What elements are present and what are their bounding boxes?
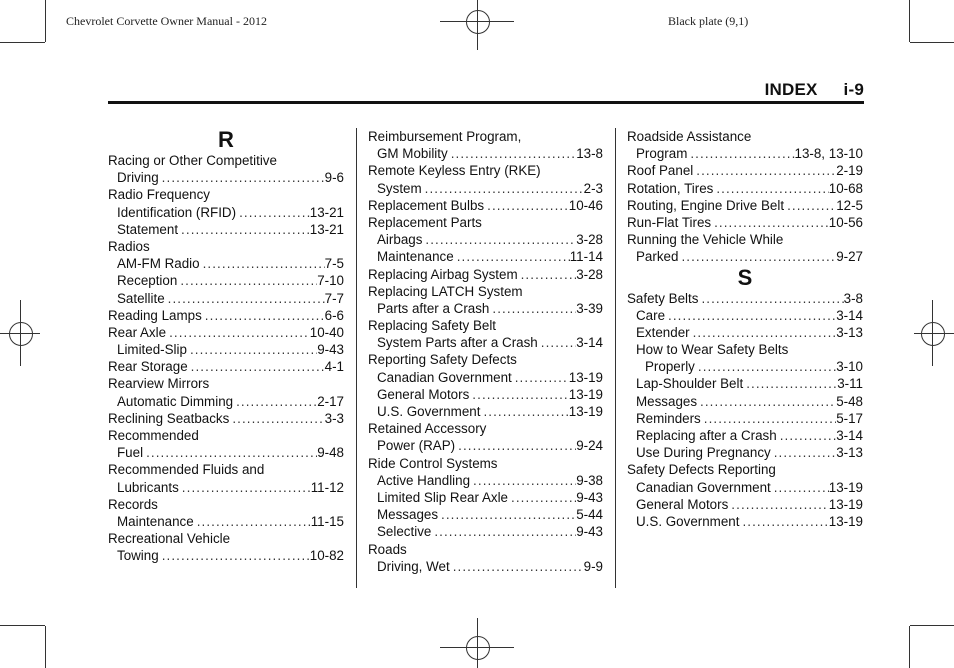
index-entry-page: 3-3 xyxy=(324,410,344,426)
leader-dots xyxy=(448,145,577,162)
index-entry-label: Limited Slip Rear Axle xyxy=(377,489,508,505)
index-entry-label: Care xyxy=(636,307,666,323)
index-entry-label: System Parts after a Crash xyxy=(377,335,538,351)
leader-dots xyxy=(771,444,836,461)
index-entry-page: 3-11 xyxy=(837,376,863,392)
index-entry xyxy=(108,290,344,307)
index-entry-page: 6-6 xyxy=(324,307,344,323)
index-entry xyxy=(368,386,603,403)
index-entry-page: 3-14 xyxy=(576,335,603,351)
index-entry xyxy=(108,221,344,238)
index-entry-label: Radio Frequency xyxy=(108,187,210,203)
index-entry-label: Ride Control Systems xyxy=(368,455,498,471)
index-entry-page: 13-19 xyxy=(828,513,863,529)
leader-dots xyxy=(179,479,311,496)
index-entry-label: Reception xyxy=(117,273,178,289)
index-entry xyxy=(368,369,603,386)
index-entry-page: 9-24 xyxy=(576,438,603,454)
index-column-3 xyxy=(627,128,863,530)
index-entry-label: Running the Vehicle While xyxy=(627,232,784,248)
index-entry-label: Replacement Parts xyxy=(368,214,482,230)
index-entry-page: 9-38 xyxy=(576,472,603,488)
index-entry-label: How to Wear Safety Belts xyxy=(636,342,789,358)
index-entry-label: Use During Pregnancy xyxy=(636,445,771,461)
leader-dots xyxy=(701,410,836,427)
index-entry xyxy=(627,496,863,513)
page-number: i-9 xyxy=(843,80,864,99)
index-entry-label: Roadside Assistance xyxy=(627,129,752,144)
index-entry xyxy=(368,403,603,420)
leader-dots xyxy=(143,444,317,461)
leader-dots xyxy=(739,513,828,530)
index-entry-label: Recreational Vehicle xyxy=(108,531,231,547)
index-entry-label: Canadian Government xyxy=(377,369,512,385)
index-entry-label: Rearview Mirrors xyxy=(108,376,210,392)
index-entry-label: Radios xyxy=(108,238,150,254)
index-column-2 xyxy=(368,128,603,575)
index-entry-label: Replacement Bulbs xyxy=(368,197,485,213)
index-entry xyxy=(108,496,344,513)
index-entry-label: Recommended xyxy=(108,428,199,443)
index-entry-page: 13-19 xyxy=(828,496,863,512)
index-entry-page: 9-43 xyxy=(317,342,344,358)
index-entry xyxy=(108,186,344,203)
index-entry-label: GM Mobility xyxy=(377,146,448,162)
index-entry-label: Canadian Government xyxy=(636,479,771,495)
index-entry xyxy=(368,541,603,558)
index-entry xyxy=(108,358,344,375)
leader-dots xyxy=(188,358,325,375)
index-letter-heading: R xyxy=(218,127,234,152)
index-entry xyxy=(368,180,603,197)
index-entry-label: Reclining Seatbacks xyxy=(108,410,230,426)
index-entry xyxy=(627,513,863,530)
index-entry-label: Reading Lamps xyxy=(108,307,202,323)
leader-dots xyxy=(166,324,310,341)
page-title xyxy=(765,80,864,100)
index-entry xyxy=(108,341,344,358)
running-header-title: Chevrolet Corvette Owner Manual - 2012 xyxy=(66,14,267,28)
index-entry-page: 2-3 xyxy=(583,180,603,196)
index-entry xyxy=(108,307,344,324)
index-entry-label: Extender xyxy=(636,324,690,340)
leader-dots xyxy=(454,248,570,265)
index-entry-label: Roads xyxy=(368,541,407,557)
index-entry xyxy=(627,427,863,444)
leader-dots xyxy=(455,437,576,454)
index-entry xyxy=(627,128,863,145)
index-entry-label: Recommended Fluids and xyxy=(108,462,265,478)
index-entry-label: Limited-Slip xyxy=(117,342,187,358)
leader-dots xyxy=(229,410,324,427)
index-entry-label: Reimbursement Program, xyxy=(368,129,522,144)
index-entry xyxy=(368,162,603,179)
index-entry-page: 13-19 xyxy=(568,386,603,402)
index-entry-page: 4-1 xyxy=(324,359,344,375)
leader-dots xyxy=(678,248,836,265)
leader-dots xyxy=(422,231,576,248)
section-name: INDEX xyxy=(764,80,818,99)
leader-dots xyxy=(159,169,325,186)
index-entry-page: 13-19 xyxy=(568,369,603,385)
index-entry-page: 3-14 xyxy=(836,428,863,443)
index-entry-label: Messages xyxy=(636,393,698,409)
index-entry-label: Lap-Shoulder Belt xyxy=(636,376,744,392)
index-entry xyxy=(627,145,863,162)
index-entry-page: 11-15 xyxy=(310,513,344,529)
index-entry-label: Fuel xyxy=(117,445,144,461)
index-entry-label: Satellite xyxy=(117,290,165,306)
index-entry xyxy=(627,410,863,427)
index-entry-page: 9-43 xyxy=(576,489,603,505)
index-entry-label: Driving, Wet xyxy=(377,558,450,574)
index-entry-page: 10-56 xyxy=(828,214,863,230)
index-entry xyxy=(368,558,603,575)
index-entry-label: Rotation, Tires xyxy=(627,180,714,196)
index-entry xyxy=(368,351,603,368)
index-entry-label: General Motors xyxy=(636,496,729,512)
index-entry xyxy=(627,197,863,214)
index-entry xyxy=(368,472,603,489)
index-entry-page: 5-48 xyxy=(836,393,863,409)
leader-dots xyxy=(743,375,837,392)
leader-dots xyxy=(697,393,836,410)
index-entry-label: Parked xyxy=(636,249,679,265)
index-entry-label: Maintenance xyxy=(377,249,454,265)
index-entry xyxy=(627,307,863,324)
index-entry xyxy=(368,437,603,454)
index-entry xyxy=(108,238,344,255)
leader-dots xyxy=(784,197,836,214)
leader-dots xyxy=(470,472,576,489)
index-entry xyxy=(368,214,603,231)
index-entry xyxy=(368,231,603,248)
index-entry-label: Reporting Safety Defects xyxy=(368,352,517,368)
index-entry-page: 7-7 xyxy=(324,290,344,306)
index-entry-label: Remote Keyless Entry (RKE) xyxy=(368,163,541,179)
index-entry-label: Driving xyxy=(117,170,159,186)
index-entry-page: 3-8 xyxy=(843,290,863,306)
index-entry xyxy=(368,506,603,523)
index-entry-label: Records xyxy=(108,496,158,512)
leader-dots xyxy=(178,221,310,238)
index-entry xyxy=(627,214,863,231)
index-entry-page: 3-39 xyxy=(576,300,603,316)
index-entry-label: AM-FM Radio xyxy=(117,256,200,272)
index-entry xyxy=(368,317,603,334)
index-entry-label: Statement xyxy=(117,221,179,237)
index-entry-label: System xyxy=(377,180,422,196)
index-entry-label: Program xyxy=(636,146,688,162)
index-entry-label: Safety Defects Reporting xyxy=(627,462,776,478)
index-entry-page: 5-44 xyxy=(576,507,603,523)
index-entry xyxy=(108,547,344,564)
index-entry xyxy=(368,523,603,540)
index-entry xyxy=(108,530,344,547)
leader-dots xyxy=(431,523,576,540)
index-entry xyxy=(627,461,863,478)
index-entry-label: Run-Flat Tires xyxy=(627,214,712,230)
index-entry-page: 10-40 xyxy=(309,324,344,340)
leader-dots xyxy=(200,255,325,272)
leader-dots xyxy=(508,489,576,506)
leader-dots xyxy=(202,307,325,324)
index-entry xyxy=(108,255,344,272)
leader-dots xyxy=(518,266,577,283)
index-entry xyxy=(627,324,863,341)
index-entry-page: 13-8, 13-10 xyxy=(794,146,863,162)
index-entry-page: 5-17 xyxy=(836,410,863,426)
index-entry xyxy=(627,375,863,392)
index-entry xyxy=(108,479,344,496)
index-entry-label: Towing xyxy=(117,548,159,564)
index-entry xyxy=(108,169,344,186)
leader-dots xyxy=(777,427,837,444)
index-entry-label: General Motors xyxy=(377,386,470,402)
index-entry xyxy=(108,513,344,530)
leader-dots xyxy=(771,479,829,496)
registration-mark-left xyxy=(0,300,40,366)
index-entry xyxy=(108,410,344,427)
index-entry xyxy=(368,248,603,265)
index-entry-label: Properly xyxy=(645,359,695,375)
index-entry-page: 13-19 xyxy=(568,404,603,419)
index-entry-label: Airbags xyxy=(377,232,423,248)
leader-dots xyxy=(233,393,317,410)
index-entry xyxy=(368,420,603,437)
leader-dots xyxy=(450,558,584,575)
index-entry-label: Racing or Other Competitive xyxy=(108,153,277,168)
index-entry-page: 3-28 xyxy=(576,232,603,248)
index-entry-label: Active Handling xyxy=(377,472,471,488)
index-entry xyxy=(368,300,603,317)
index-entry-label: Parts after a Crash xyxy=(377,300,490,316)
leader-dots xyxy=(728,496,828,513)
title-rule xyxy=(108,101,864,104)
index-entry-page: 11-12 xyxy=(310,479,344,495)
index-entry-page: 2-19 xyxy=(836,163,863,179)
index-entry-label: Selective xyxy=(377,524,432,540)
leader-dots xyxy=(236,204,310,221)
registration-mark-top xyxy=(440,0,514,50)
index-entry-page: 10-46 xyxy=(568,197,603,213)
leader-dots xyxy=(690,324,837,341)
running-header-plate: Black plate (9,1) xyxy=(668,14,749,28)
index-entry-label: Replacing after a Crash xyxy=(636,428,777,443)
leader-dots xyxy=(711,214,829,231)
index-entry-page: 10-82 xyxy=(309,548,344,564)
index-entry-label: Power (RAP) xyxy=(377,438,456,454)
index-entry-label: U.S. Government xyxy=(636,513,740,529)
leader-dots xyxy=(159,547,310,564)
index-entry xyxy=(108,375,344,392)
index-entry xyxy=(627,248,863,265)
leader-dots xyxy=(512,369,569,386)
index-entry xyxy=(627,444,863,461)
leader-dots xyxy=(177,272,317,289)
index-entry-page: 13-21 xyxy=(309,204,344,220)
leader-dots xyxy=(480,403,568,420)
index-entry-page: 9-48 xyxy=(317,445,344,461)
leader-dots xyxy=(695,358,836,375)
index-entry xyxy=(368,128,603,145)
index-entry-page: 12-5 xyxy=(836,197,863,213)
index-entry-page: 9-43 xyxy=(576,524,603,540)
index-entry-page: 3-10 xyxy=(836,359,863,375)
index-entry xyxy=(108,461,344,478)
leader-dots xyxy=(438,506,576,523)
registration-mark-right xyxy=(914,300,954,366)
registration-mark-bottom xyxy=(440,618,514,668)
index-entry xyxy=(108,393,344,410)
index-entry-label: Roof Panel xyxy=(627,163,694,179)
index-entry xyxy=(627,358,863,375)
index-entry xyxy=(108,324,344,341)
index-entry-label: Replacing LATCH System xyxy=(368,283,523,299)
index-entry-label: Rear Storage xyxy=(108,359,188,375)
index-column-1 xyxy=(108,128,344,565)
column-divider xyxy=(356,128,357,588)
index-entry-label: Lubricants xyxy=(117,479,179,495)
index-entry xyxy=(368,455,603,472)
index-entry xyxy=(108,272,344,289)
index-entry-label: Safety Belts xyxy=(627,290,699,306)
index-entry-page: 13-19 xyxy=(828,479,863,495)
index-entry-page: 3-13 xyxy=(836,445,863,461)
index-entry-page: 9-9 xyxy=(583,558,603,574)
leader-dots xyxy=(194,513,311,530)
index-entry-page: 3-14 xyxy=(836,307,863,323)
leader-dots xyxy=(698,290,843,307)
index-entry-page: 3-28 xyxy=(576,266,603,282)
index-entry-page: 9-6 xyxy=(324,170,344,186)
index-entry-page: 2-17 xyxy=(317,393,344,409)
index-entry xyxy=(368,197,603,214)
index-entry-page: 10-68 xyxy=(828,180,863,196)
index-entry-label: Rear Axle xyxy=(108,324,167,340)
column-divider xyxy=(615,128,616,588)
index-entry-label: Messages xyxy=(377,507,439,523)
index-entry xyxy=(627,479,863,496)
index-entry-label: U.S. Government xyxy=(377,404,481,419)
leader-dots xyxy=(693,162,836,179)
index-entry xyxy=(627,341,863,358)
leader-dots xyxy=(422,180,584,197)
index-entry-page: 13-8 xyxy=(576,146,603,162)
index-entry-page: 7-10 xyxy=(317,273,344,289)
index-entry-page: 11-14 xyxy=(569,249,603,265)
index-entry xyxy=(627,393,863,410)
index-entry xyxy=(108,444,344,461)
index-entry xyxy=(627,231,863,248)
leader-dots xyxy=(713,180,828,197)
index-entry xyxy=(368,283,603,300)
index-entry xyxy=(368,266,603,283)
index-entry xyxy=(368,489,603,506)
leader-dots xyxy=(687,145,794,162)
index-entry-label: Identification (RFID) xyxy=(117,204,237,220)
index-entry xyxy=(368,145,603,162)
index-entry xyxy=(627,180,863,197)
leader-dots xyxy=(489,300,576,317)
index-entry-page: 3-13 xyxy=(836,324,863,340)
index-entry-label: Retained Accessory xyxy=(368,421,487,437)
leader-dots xyxy=(469,386,568,403)
index-entry-label: Replacing Airbag System xyxy=(368,266,518,282)
index-entry-label: Reminders xyxy=(636,410,701,426)
index-entry xyxy=(627,162,863,179)
index-entry xyxy=(368,334,603,351)
leader-dots xyxy=(484,197,569,214)
index-entry xyxy=(108,152,344,169)
index-entry-page: 9-27 xyxy=(836,249,863,265)
index-entry-label: Replacing Safety Belt xyxy=(368,318,497,334)
leader-dots xyxy=(665,307,836,324)
leader-dots xyxy=(538,334,576,351)
index-entry-label: Routing, Engine Drive Belt xyxy=(627,197,785,213)
leader-dots xyxy=(165,290,325,307)
index-letter-heading: S xyxy=(737,264,753,290)
leader-dots xyxy=(187,341,317,358)
index-entry-page: 13-21 xyxy=(309,221,344,237)
index-entry xyxy=(108,204,344,221)
index-entry xyxy=(627,290,863,307)
index-entry xyxy=(108,427,344,444)
index-entry-page: 7-5 xyxy=(324,256,344,272)
index-entry-label: Automatic Dimming xyxy=(117,393,234,409)
index-entry-label: Maintenance xyxy=(117,513,194,529)
